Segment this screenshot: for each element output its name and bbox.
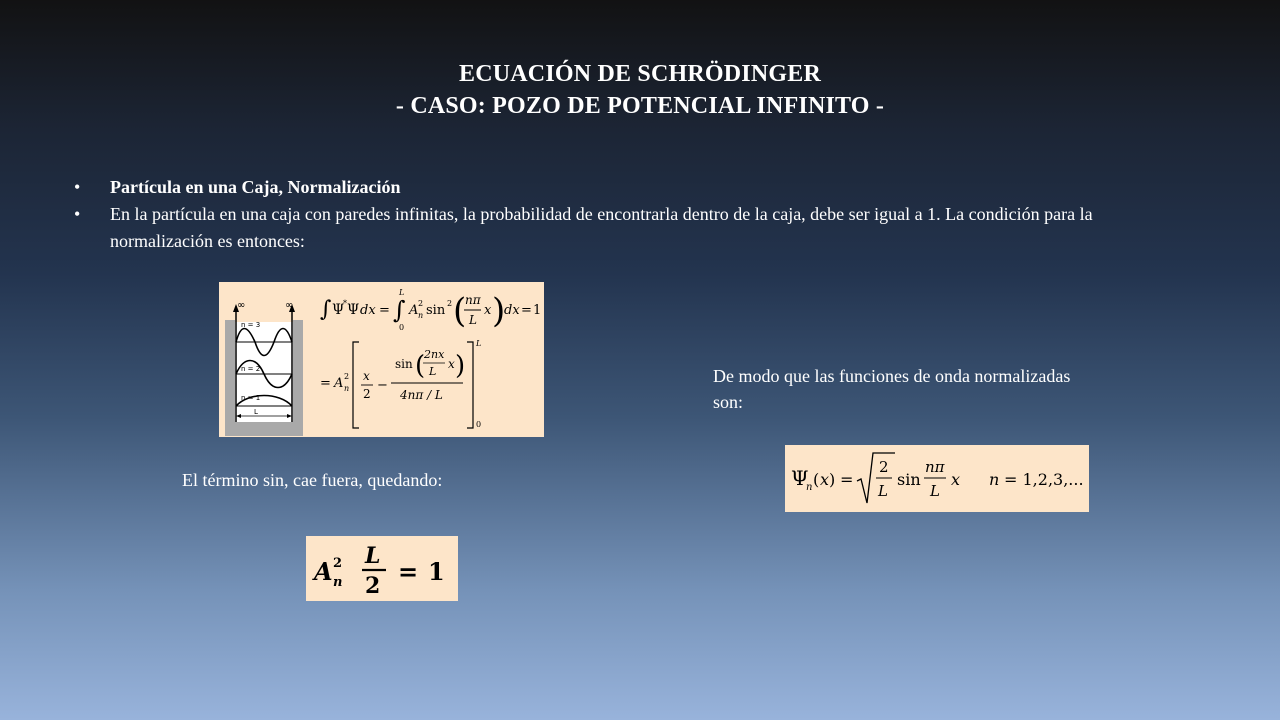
svg-text:0: 0 bbox=[399, 323, 405, 332]
sin-term-caption: El término sin, cae fuera, quedando: bbox=[182, 470, 443, 490]
svg-text:): ) bbox=[829, 470, 836, 489]
wavefunction-equation bbox=[785, 445, 1089, 512]
svg-text:∫: ∫ bbox=[320, 297, 332, 322]
svg-text:x: x bbox=[820, 470, 830, 489]
svg-text:nπ: nπ bbox=[465, 293, 481, 307]
integral-equation bbox=[320, 288, 541, 332]
wavefunction-svg bbox=[785, 445, 1089, 512]
svg-text:sin: sin bbox=[426, 303, 446, 318]
svg-text:x: x bbox=[363, 369, 370, 383]
svg-text:sin: sin bbox=[395, 357, 413, 371]
svg-text:x: x bbox=[484, 303, 492, 318]
svg-text:(: ( bbox=[415, 351, 426, 381]
label-L: L bbox=[254, 408, 258, 416]
svg-text:nπ: nπ bbox=[925, 458, 945, 476]
svg-text:n: n bbox=[344, 384, 350, 393]
amplitude-equation bbox=[306, 536, 458, 601]
svg-text:dx: dx bbox=[360, 303, 376, 318]
bullet-dot-icon: • bbox=[74, 177, 81, 197]
infinity-right-label: ∞ bbox=[285, 300, 294, 311]
svg-text:): ) bbox=[492, 291, 506, 331]
svg-text:n: n bbox=[806, 482, 813, 493]
svg-text:4nπ / L: 4nπ / L bbox=[400, 388, 443, 402]
svg-text:2: 2 bbox=[447, 299, 453, 308]
svg-text:n: n bbox=[333, 575, 343, 590]
svg-text:x: x bbox=[448, 357, 455, 371]
bullet-dot-icon: • bbox=[74, 204, 81, 224]
svg-text:A: A bbox=[334, 376, 344, 391]
svg-text:dx: dx bbox=[504, 303, 520, 318]
svg-text:∫: ∫ bbox=[393, 296, 406, 324]
label-n2: n = 2 bbox=[241, 365, 261, 373]
svg-text:=: = bbox=[398, 557, 419, 586]
infinity-left-label: ∞ bbox=[237, 300, 246, 311]
integral-result-equation bbox=[320, 339, 481, 429]
svg-text:x: x bbox=[951, 470, 961, 489]
svg-text:=: = bbox=[840, 470, 854, 489]
label-n3: n = 3 bbox=[241, 321, 261, 329]
svg-text:A: A bbox=[314, 557, 333, 586]
svg-text:2: 2 bbox=[418, 299, 424, 308]
bullet-item bbox=[74, 174, 1154, 201]
title-line-1: ECUACIÓN DE SCHRÖDINGER bbox=[459, 61, 821, 87]
svg-text:A: A bbox=[409, 303, 419, 318]
svg-text:L: L bbox=[399, 288, 405, 297]
svg-text:2: 2 bbox=[365, 573, 381, 599]
svg-text:1: 1 bbox=[428, 557, 445, 586]
svg-text:=: = bbox=[320, 376, 331, 391]
bullet-list bbox=[74, 174, 1154, 255]
bullet-body: En la partícula en una caja con paredes infinitas, la probabilidad de encontrarla dentro de la caja, debe ser igual a 1. La condición para la normalización es entonces: bbox=[110, 204, 1093, 251]
svg-text:=: = bbox=[379, 303, 390, 318]
svg-text:Ψ: Ψ bbox=[332, 302, 345, 318]
svg-text:L: L bbox=[878, 482, 888, 500]
normalization-figure bbox=[219, 282, 544, 437]
left-wall bbox=[225, 320, 235, 436]
svg-text:L: L bbox=[476, 339, 482, 348]
svg-text:0: 0 bbox=[476, 420, 482, 429]
bullet-item bbox=[74, 201, 1154, 255]
svg-text:Ψ: Ψ bbox=[347, 302, 360, 318]
normalization-figure-svg bbox=[219, 282, 544, 437]
svg-text:= 1,2,3,...: = 1,2,3,... bbox=[1004, 470, 1084, 489]
svg-text:n: n bbox=[418, 311, 424, 320]
svg-text:L: L bbox=[930, 482, 940, 500]
svg-text:): ) bbox=[455, 351, 466, 381]
wavefunction-caption: De modo que las funciones de onda normalizadas son: bbox=[713, 366, 1071, 412]
svg-text:2: 2 bbox=[333, 556, 343, 571]
svg-text:2: 2 bbox=[363, 387, 371, 401]
svg-text:(: ( bbox=[813, 470, 820, 489]
svg-text:sin: sin bbox=[897, 470, 921, 489]
well-floor bbox=[225, 422, 303, 436]
title-line-2: - CASO: POZO DE POTENCIAL INFINITO - bbox=[395, 93, 885, 119]
svg-text:L: L bbox=[469, 313, 477, 327]
svg-text:L: L bbox=[429, 365, 437, 378]
amplitude-svg bbox=[306, 536, 458, 601]
svg-text:(: ( bbox=[453, 291, 467, 331]
svg-text:Ψ: Ψ bbox=[791, 466, 809, 490]
slide-title bbox=[0, 58, 1280, 122]
label-n1: n = 1 bbox=[241, 394, 261, 402]
svg-text:2: 2 bbox=[879, 458, 889, 476]
svg-text:−: − bbox=[377, 378, 388, 393]
svg-text:2nx: 2nx bbox=[424, 348, 445, 361]
svg-text:1: 1 bbox=[533, 303, 542, 318]
svg-text:=: = bbox=[521, 303, 532, 318]
right-wall bbox=[293, 320, 303, 436]
svg-text:n: n bbox=[989, 470, 1000, 489]
svg-text:L: L bbox=[365, 543, 381, 569]
bullet-heading: Partícula en una Caja, Normalización bbox=[110, 177, 401, 197]
svg-text:2: 2 bbox=[344, 372, 350, 381]
svg-text:*: * bbox=[343, 299, 347, 308]
